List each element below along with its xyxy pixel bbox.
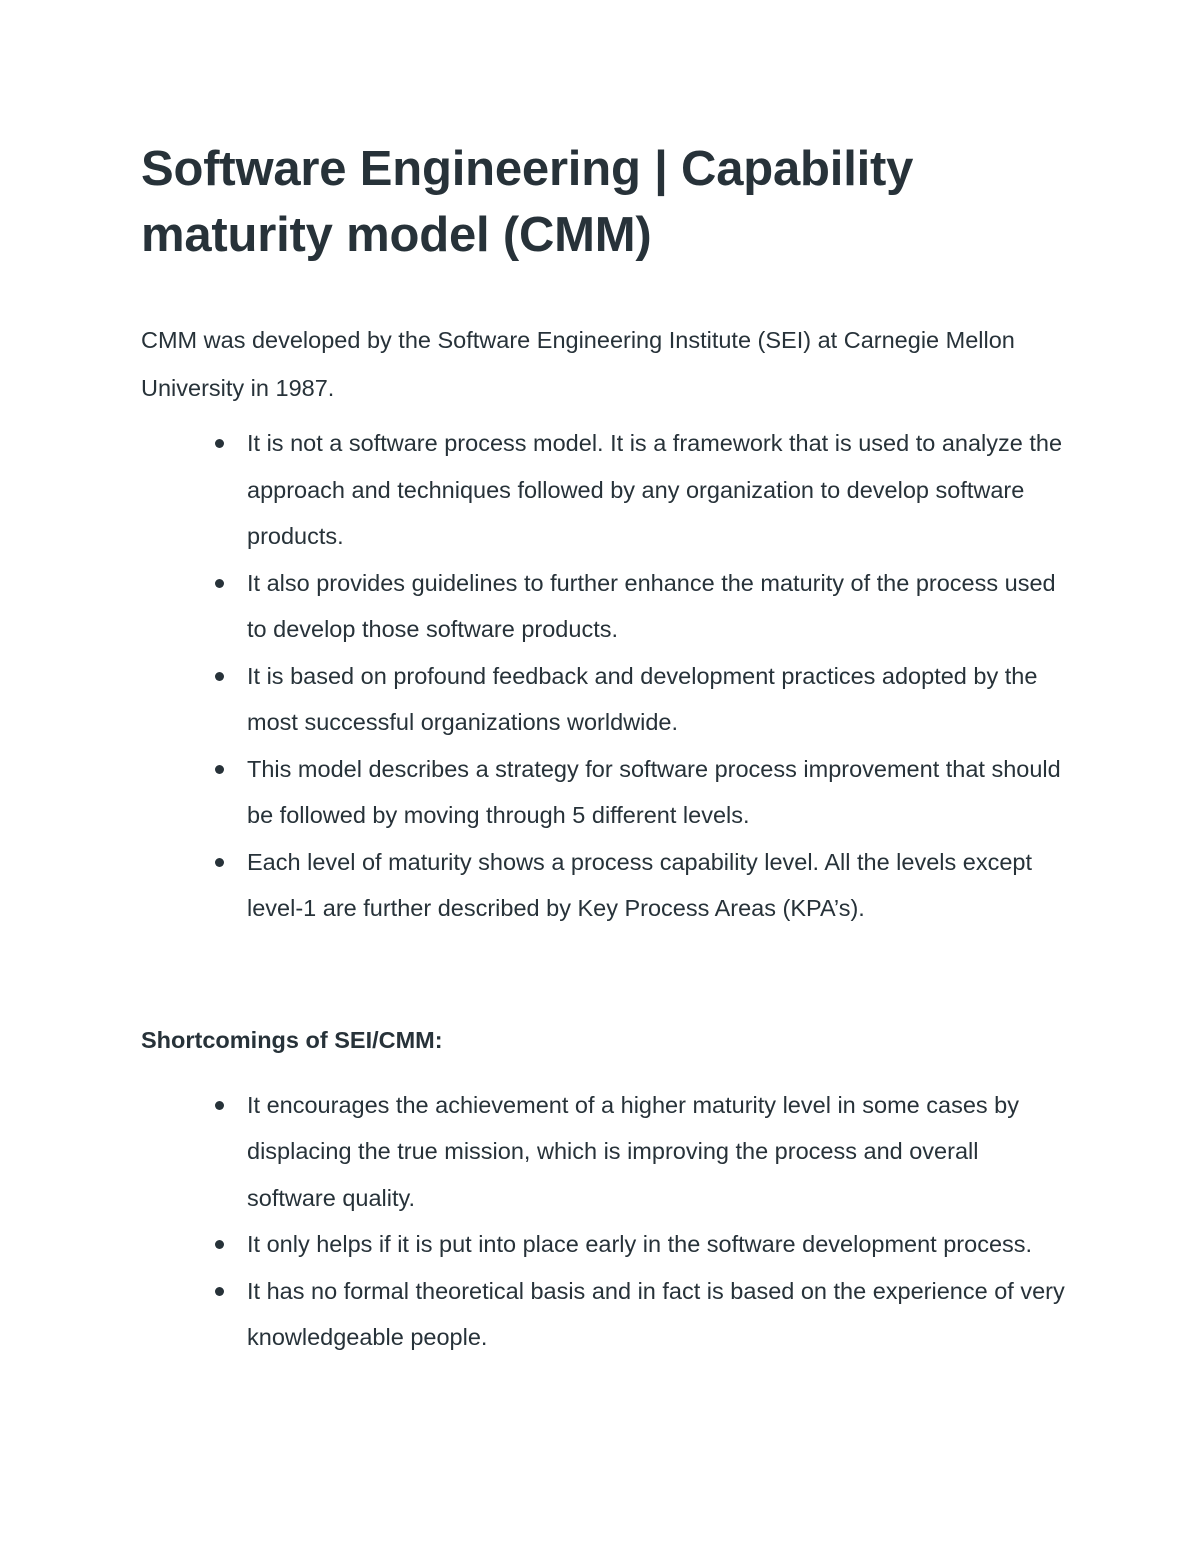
bullet-icon [215,579,224,588]
list-item-text: It is not a software process model. It is a framework that is used to analyze the approach and techniques followed by any organization to develop software products. [247,430,1063,549]
bullet-icon [215,1240,224,1249]
list-item-text: It also provides guidelines to further enhance the maturity of the process used to develop those software products. [247,569,1056,642]
list-item-text: Each level of maturity shows a process capability level. All the levels except level-1 are further described by Key Process Areas (KPA’s). [247,848,1033,921]
bullet-icon [215,1101,224,1110]
page-title: Software Engineering | Capability maturity model (CMM) [141,142,914,262]
section-heading: Shortcomings of SEI/CMM: [141,1026,443,1053]
list-item [247,1082,1071,1222]
cmm-bullet-list [141,420,1071,932]
list-item-text: It encourages the achievement of a higher maturity level in some cases by displacing the true mission, which is improving the process and overall software quality. [247,1091,1019,1211]
document-page [141,136,1071,1361]
list-item-text: It has no formal theoretical basis and in fact is based on the experience of very knowledgeable people. [247,1277,1065,1350]
list-item [247,746,1071,839]
bullet-icon [215,672,224,681]
list-item [247,420,1071,560]
list-item [247,1268,1071,1361]
list-item-text: This model describes a strategy for software process improvement that should be followed by moving through 5 different levels. [247,755,1061,828]
list-item-text: It is based on profound feedback and development practices adopted by the most successful organizations worldwide. [247,662,1038,735]
list-item [247,839,1071,932]
list-item [247,1221,1071,1268]
shortcomings-bullet-list [141,1082,1071,1361]
list-item-text: It only helps if it is put into place early in the software development process. [247,1231,1033,1257]
bullet-icon [215,858,224,867]
list-item [247,653,1071,746]
bullet-icon [215,439,224,448]
bullet-icon [215,765,224,774]
list-item [247,560,1071,653]
bullet-icon [215,1287,224,1296]
intro-paragraph: CMM was developed by the Software Engineering Institute (SEI) at Carnegie Mellon University in 1987. [141,327,1015,401]
